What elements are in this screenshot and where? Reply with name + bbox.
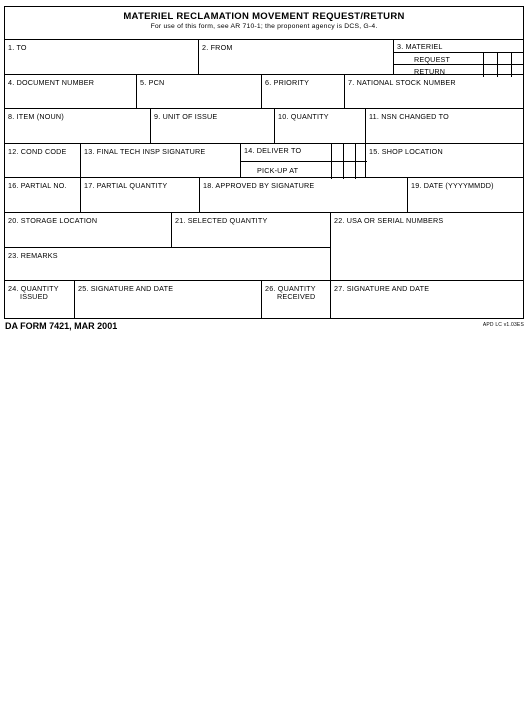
field-materiel (393, 39, 523, 75)
field-to-label: 1. TO (8, 43, 27, 52)
document-number-label: 4. DOCUMENT NUMBER (8, 78, 95, 87)
selected-quantity-label: 21. SELECTED QUANTITY (175, 216, 268, 225)
final-tech-label: 13. FINAL TECH INSP SIGNATURE (84, 147, 206, 156)
field-unit-of-issue[interactable] (150, 108, 275, 144)
field-cond-code[interactable] (5, 143, 81, 178)
field-quantity-received[interactable] (261, 280, 331, 318)
field-from-label: 2. FROM (202, 43, 233, 52)
materiel-return-label: RETURN (414, 67, 446, 76)
partial-quantity-label: 17. PARTIAL QUANTITY (84, 181, 168, 190)
storage-location-label: 20. STORAGE LOCATION (8, 216, 98, 225)
deliver-to-label: 14. DELIVER TO (244, 146, 302, 155)
priority-label: 6. PRIORITY (265, 78, 310, 87)
approved-by-label: 18. APPROVED BY SIGNATURE (203, 181, 315, 190)
deliver-to-row (241, 144, 331, 161)
deliver-checkbox-1[interactable] (331, 144, 343, 161)
quantity-label: 10. QUANTITY (278, 112, 329, 121)
partial-no-label: 16. PARTIAL NO. (8, 181, 67, 190)
form-header (5, 7, 523, 40)
form-id: DA FORM 7421, MAR 2001 (5, 321, 118, 331)
quantity-issued-label-2: ISSUED (20, 292, 48, 301)
form-title: MATERIEL RECLAMATION MOVEMENT REQUEST/RETURN (123, 11, 405, 22)
field-storage-location[interactable] (5, 212, 172, 247)
field-date[interactable] (407, 177, 523, 213)
form-subtitle: For use of this form, see AR 710-1; the proponent agency is DCS, G-4. (150, 23, 378, 30)
form-version: APD LC v1.03ES (482, 322, 524, 328)
field-deliver-pickup (240, 143, 366, 178)
field-priority[interactable] (261, 74, 345, 109)
pcn-label: 5. PCN (140, 78, 165, 87)
quantity-issued-label-1: 24. QUANTITY (8, 284, 59, 293)
materiel-request-label: REQUEST (414, 55, 451, 64)
materiel-request-row (394, 52, 524, 64)
field-nsn[interactable] (344, 74, 523, 109)
field-remarks[interactable] (5, 247, 331, 281)
nsn-changed-label: 11. NSN CHANGED TO (369, 112, 449, 121)
field-signature-date-25[interactable] (74, 280, 262, 318)
field-to[interactable] (5, 39, 199, 75)
quantity-received-label-2: RECEIVED (277, 292, 316, 301)
field-partial-quantity[interactable] (80, 177, 200, 213)
signature-date-27-label: 27. SIGNATURE AND DATE (334, 284, 430, 293)
remarks-label: 23. REMARKS (8, 251, 58, 260)
field-usa-serial-numbers[interactable] (330, 212, 523, 281)
deliver-checkbox-2[interactable] (343, 144, 355, 161)
item-noun-label: 8. ITEM (NOUN) (8, 112, 64, 121)
unit-of-issue-label: 9. UNIT OF ISSUE (154, 112, 218, 121)
field-approved-by[interactable] (199, 177, 408, 213)
quantity-received-label-1: 26. QUANTITY (265, 284, 316, 293)
field-signature-date-27[interactable] (330, 280, 523, 318)
field-materiel-label: 3. MATERIEL (397, 42, 443, 51)
cond-code-label: 12. COND CODE (8, 147, 67, 156)
field-quantity-issued[interactable] (5, 280, 75, 318)
field-pcn[interactable] (136, 74, 262, 109)
field-document-number[interactable] (5, 74, 137, 109)
reclamation-form (4, 6, 524, 319)
date-label: 19. DATE (YYYYMMDD) (411, 181, 494, 190)
nsn-label: 7. NATIONAL STOCK NUMBER (348, 78, 456, 87)
field-final-tech-signature[interactable] (80, 143, 241, 178)
field-from[interactable] (198, 39, 394, 75)
field-item-noun[interactable] (5, 108, 151, 144)
shop-location-label: 15. SHOP LOCATION (369, 147, 443, 156)
field-selected-quantity[interactable] (171, 212, 331, 247)
usa-serial-label: 22. USA OR SERIAL NUMBERS (334, 216, 444, 225)
field-partial-no[interactable] (5, 177, 81, 213)
pickup-at-label: PICK-UP AT (257, 166, 299, 175)
field-shop-location[interactable] (365, 143, 523, 178)
field-nsn-changed[interactable] (365, 108, 523, 144)
signature-date-25-label: 25. SIGNATURE AND DATE (78, 284, 174, 293)
field-quantity[interactable] (274, 108, 366, 144)
